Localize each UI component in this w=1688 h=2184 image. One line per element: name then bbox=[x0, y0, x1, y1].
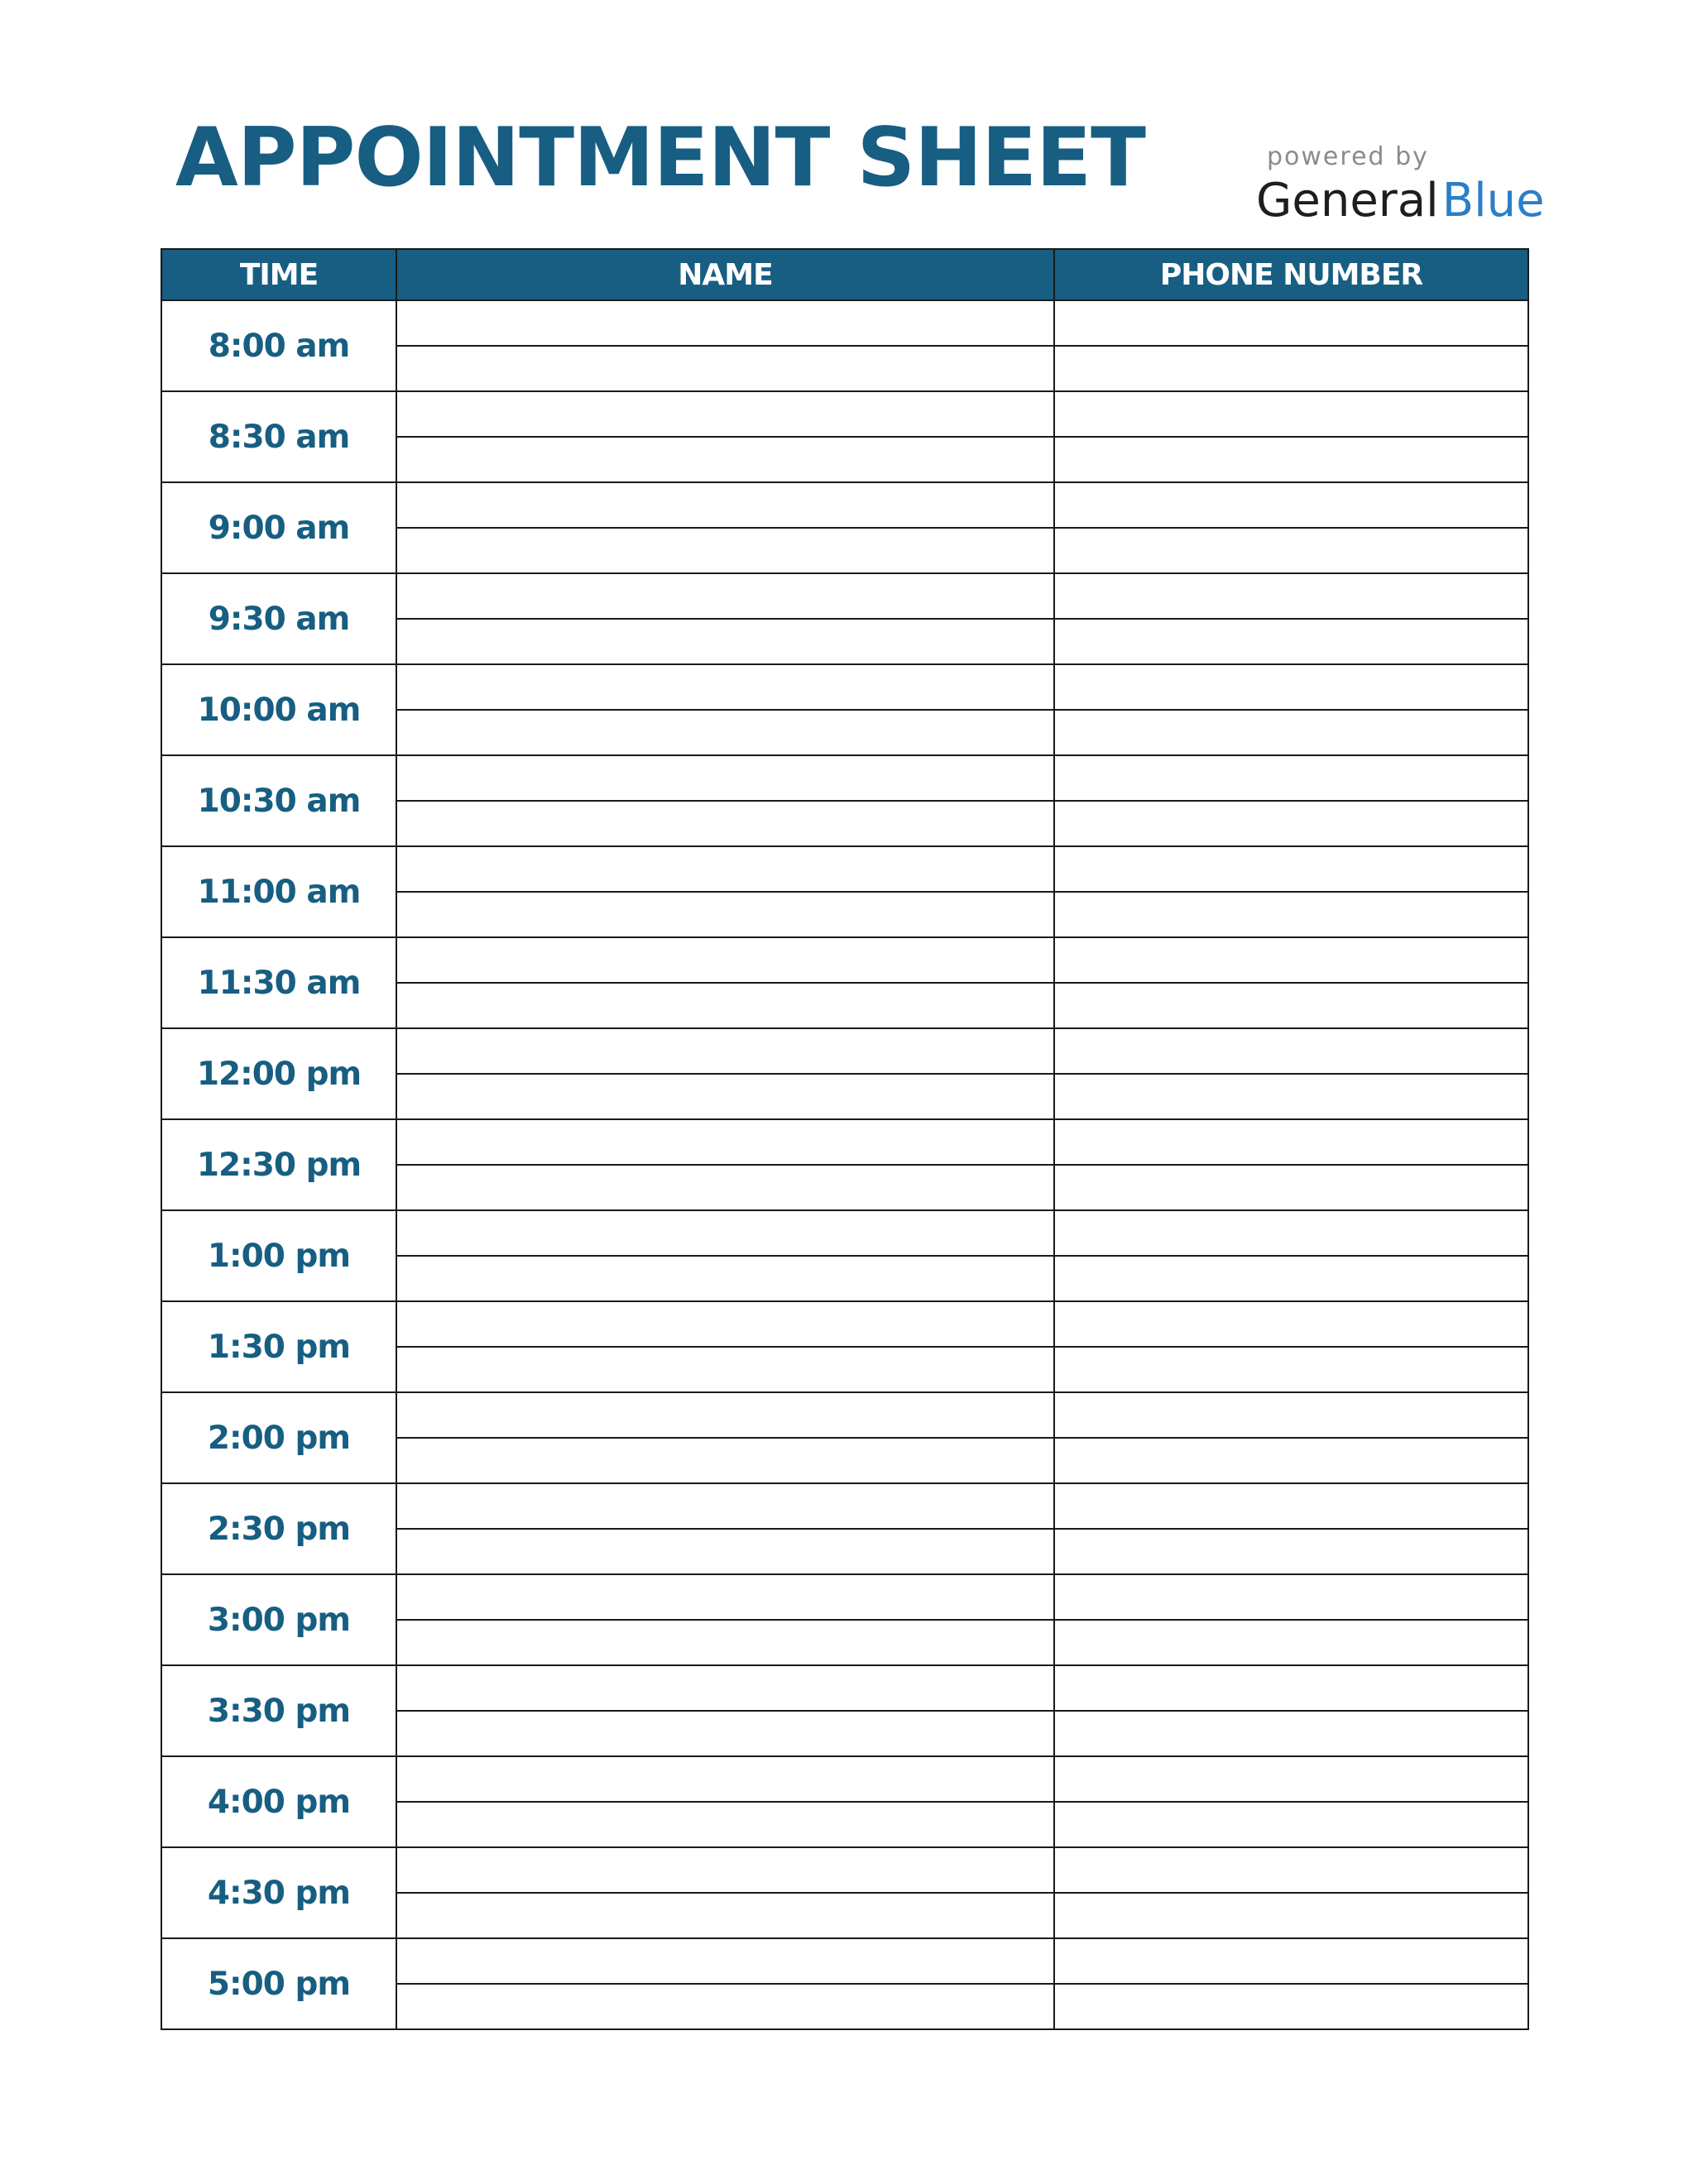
table-row bbox=[161, 1028, 1528, 1074]
time-slot-label: 4:30 pm bbox=[161, 1847, 396, 1938]
name-entry-cell[interactable] bbox=[396, 1256, 1054, 1301]
table-body bbox=[161, 300, 1528, 2029]
table-row bbox=[161, 1119, 1528, 1165]
table-header-row bbox=[161, 249, 1528, 300]
time-slot-label: 2:30 pm bbox=[161, 1483, 396, 1574]
phone-entry-cell[interactable] bbox=[1054, 755, 1528, 801]
table-row bbox=[161, 937, 1528, 983]
phone-entry-cell[interactable] bbox=[1054, 937, 1528, 983]
table-row bbox=[161, 1847, 1528, 1893]
time-slot-label: 11:30 am bbox=[161, 937, 396, 1028]
time-slot-label: 10:00 am bbox=[161, 664, 396, 755]
phone-entry-cell[interactable] bbox=[1054, 1984, 1528, 2029]
phone-entry-cell[interactable] bbox=[1054, 1301, 1528, 1347]
name-entry-cell[interactable] bbox=[396, 391, 1054, 437]
page-title: APPOINTMENT SHEET bbox=[175, 111, 1145, 205]
table-row bbox=[161, 1392, 1528, 1438]
table-row bbox=[161, 391, 1528, 437]
name-entry-cell[interactable] bbox=[396, 1347, 1054, 1392]
column-header-phone: PHONE NUMBER bbox=[1054, 249, 1528, 300]
brand-name bbox=[1256, 174, 1545, 228]
brand-powered-by: powered by bbox=[1267, 142, 1429, 171]
phone-entry-cell[interactable] bbox=[1054, 1529, 1528, 1574]
phone-entry-cell[interactable] bbox=[1054, 1210, 1528, 1256]
phone-entry-cell[interactable] bbox=[1054, 573, 1528, 619]
name-entry-cell[interactable] bbox=[396, 1165, 1054, 1210]
name-entry-cell[interactable] bbox=[396, 1483, 1054, 1529]
brand-name-blue: Blue bbox=[1441, 174, 1545, 228]
time-slot-label: 12:30 pm bbox=[161, 1119, 396, 1210]
name-entry-cell[interactable] bbox=[396, 1938, 1054, 1984]
table-row bbox=[161, 1210, 1528, 1256]
name-entry-cell[interactable] bbox=[396, 710, 1054, 755]
time-slot-label: 10:30 am bbox=[161, 755, 396, 846]
name-entry-cell[interactable] bbox=[396, 1756, 1054, 1802]
name-entry-cell[interactable] bbox=[396, 1984, 1054, 2029]
column-header-time: TIME bbox=[161, 249, 396, 300]
name-entry-cell[interactable] bbox=[396, 437, 1054, 482]
phone-entry-cell[interactable] bbox=[1054, 1802, 1528, 1847]
phone-entry-cell[interactable] bbox=[1054, 346, 1528, 391]
phone-entry-cell[interactable] bbox=[1054, 1620, 1528, 1665]
table-row bbox=[161, 1301, 1528, 1347]
time-slot-label: 3:30 pm bbox=[161, 1665, 396, 1756]
table-row bbox=[161, 573, 1528, 619]
phone-entry-cell[interactable] bbox=[1054, 1438, 1528, 1483]
phone-entry-cell[interactable] bbox=[1054, 528, 1528, 573]
time-slot-label: 9:00 am bbox=[161, 482, 396, 573]
table-row bbox=[161, 1574, 1528, 1620]
time-slot-label: 1:00 pm bbox=[161, 1210, 396, 1301]
phone-entry-cell[interactable] bbox=[1054, 801, 1528, 846]
phone-entry-cell[interactable] bbox=[1054, 1938, 1528, 1984]
name-entry-cell[interactable] bbox=[396, 1210, 1054, 1256]
phone-entry-cell[interactable] bbox=[1054, 1847, 1528, 1893]
phone-entry-cell[interactable] bbox=[1054, 1347, 1528, 1392]
phone-entry-cell[interactable] bbox=[1054, 1574, 1528, 1620]
name-entry-cell[interactable] bbox=[396, 1438, 1054, 1483]
table-row bbox=[161, 664, 1528, 710]
name-entry-cell[interactable] bbox=[396, 1665, 1054, 1711]
time-slot-label: 9:30 am bbox=[161, 573, 396, 664]
time-slot-label: 1:30 pm bbox=[161, 1301, 396, 1392]
name-entry-cell[interactable] bbox=[396, 346, 1054, 391]
name-entry-cell[interactable] bbox=[396, 1847, 1054, 1893]
name-entry-cell[interactable] bbox=[396, 619, 1054, 664]
phone-entry-cell[interactable] bbox=[1054, 1074, 1528, 1119]
column-header-name: NAME bbox=[396, 249, 1054, 300]
table-row bbox=[161, 300, 1528, 346]
phone-entry-cell[interactable] bbox=[1054, 1665, 1528, 1711]
name-entry-cell[interactable] bbox=[396, 1074, 1054, 1119]
name-entry-cell[interactable] bbox=[396, 937, 1054, 983]
name-entry-cell[interactable] bbox=[396, 1301, 1054, 1347]
name-entry-cell[interactable] bbox=[396, 1620, 1054, 1665]
table-row bbox=[161, 846, 1528, 892]
phone-entry-cell[interactable] bbox=[1054, 1756, 1528, 1802]
time-slot-label: 12:00 pm bbox=[161, 1028, 396, 1119]
brand-name-general: General bbox=[1256, 174, 1439, 228]
name-entry-cell[interactable] bbox=[396, 1574, 1054, 1620]
table-row bbox=[161, 1483, 1528, 1529]
table-row bbox=[161, 1938, 1528, 1984]
name-entry-cell[interactable] bbox=[396, 1028, 1054, 1074]
phone-entry-cell[interactable] bbox=[1054, 300, 1528, 346]
time-slot-label: 8:30 am bbox=[161, 391, 396, 482]
name-entry-cell[interactable] bbox=[396, 1893, 1054, 1938]
name-entry-cell[interactable] bbox=[396, 1392, 1054, 1438]
name-entry-cell[interactable] bbox=[396, 1711, 1054, 1756]
phone-entry-cell[interactable] bbox=[1054, 1119, 1528, 1165]
name-entry-cell[interactable] bbox=[396, 482, 1054, 528]
name-entry-cell[interactable] bbox=[396, 664, 1054, 710]
time-slot-label: 5:00 pm bbox=[161, 1938, 396, 2029]
table-row bbox=[161, 1756, 1528, 1802]
name-entry-cell[interactable] bbox=[396, 528, 1054, 573]
table-row bbox=[161, 482, 1528, 528]
name-entry-cell[interactable] bbox=[396, 983, 1054, 1028]
table-row bbox=[161, 755, 1528, 801]
phone-entry-cell[interactable] bbox=[1054, 983, 1528, 1028]
phone-entry-cell[interactable] bbox=[1054, 1483, 1528, 1529]
name-entry-cell[interactable] bbox=[396, 300, 1054, 346]
name-entry-cell[interactable] bbox=[396, 573, 1054, 619]
phone-entry-cell[interactable] bbox=[1054, 391, 1528, 437]
phone-entry-cell[interactable] bbox=[1054, 437, 1528, 482]
phone-entry-cell[interactable] bbox=[1054, 619, 1528, 664]
time-slot-label: 3:00 pm bbox=[161, 1574, 396, 1665]
name-entry-cell[interactable] bbox=[396, 1119, 1054, 1165]
time-slot-label: 11:00 am bbox=[161, 846, 396, 937]
phone-entry-cell[interactable] bbox=[1054, 1028, 1528, 1074]
phone-entry-cell[interactable] bbox=[1054, 664, 1528, 710]
phone-entry-cell[interactable] bbox=[1054, 892, 1528, 937]
phone-entry-cell[interactable] bbox=[1054, 1893, 1528, 1938]
name-entry-cell[interactable] bbox=[396, 892, 1054, 937]
time-slot-label: 8:00 am bbox=[161, 300, 396, 391]
phone-entry-cell[interactable] bbox=[1054, 710, 1528, 755]
phone-entry-cell[interactable] bbox=[1054, 1256, 1528, 1301]
name-entry-cell[interactable] bbox=[396, 1802, 1054, 1847]
phone-entry-cell[interactable] bbox=[1054, 1392, 1528, 1438]
table-row bbox=[161, 1665, 1528, 1711]
phone-entry-cell[interactable] bbox=[1054, 482, 1528, 528]
appointment-table bbox=[161, 248, 1529, 2030]
name-entry-cell[interactable] bbox=[396, 801, 1054, 846]
name-entry-cell[interactable] bbox=[396, 846, 1054, 892]
phone-entry-cell[interactable] bbox=[1054, 1711, 1528, 1756]
phone-entry-cell[interactable] bbox=[1054, 1165, 1528, 1210]
time-slot-label: 2:00 pm bbox=[161, 1392, 396, 1483]
phone-entry-cell[interactable] bbox=[1054, 846, 1528, 892]
time-slot-label: 4:00 pm bbox=[161, 1756, 396, 1847]
name-entry-cell[interactable] bbox=[396, 755, 1054, 801]
name-entry-cell[interactable] bbox=[396, 1529, 1054, 1574]
